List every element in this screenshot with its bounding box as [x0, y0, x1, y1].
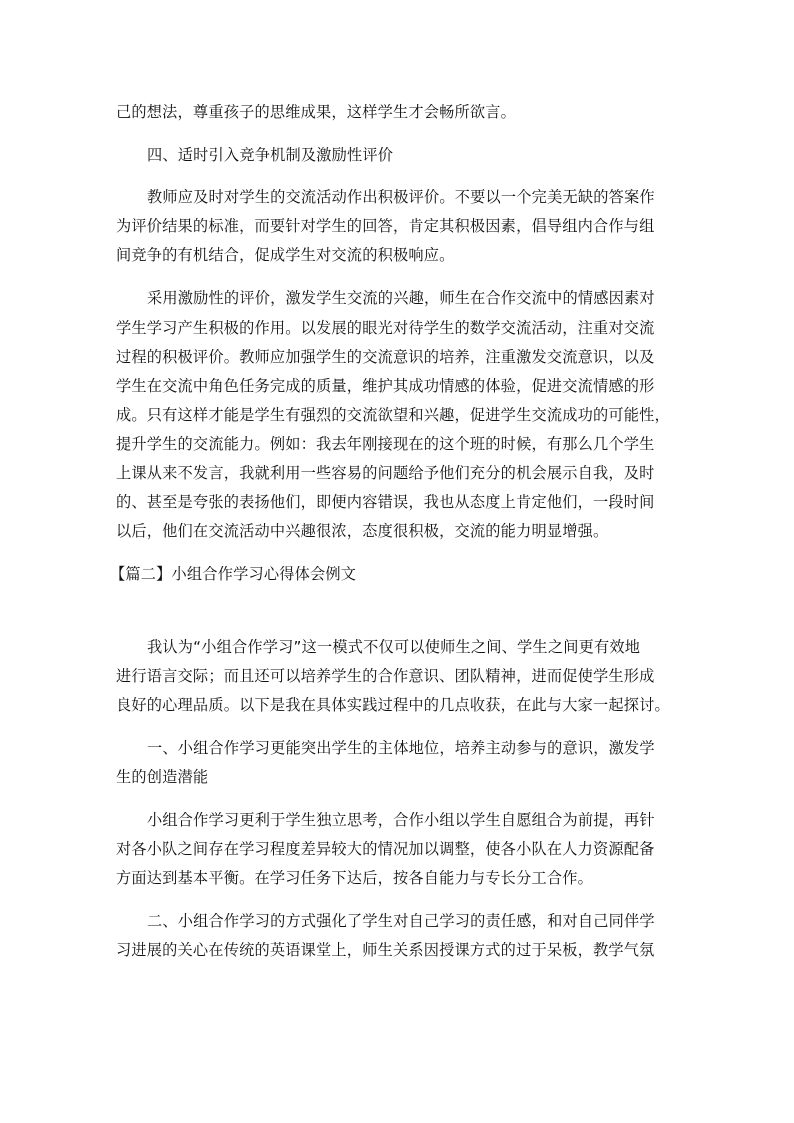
paragraph-line: 良好的心理品质。以下是我在具体实践过程中的几点收获，在此与大家一起探讨。	[116, 696, 670, 714]
paragraph-line: 成。只有这样才能是学生有强烈的交流欲望和兴趣，促进学生交流成功的可能性，	[116, 406, 670, 424]
paragraph-line: 习进展的关心在传统的英语课堂上，师生关系因授课方式的过于呆板，教学气氛	[116, 941, 655, 959]
paragraph-line: 教师应及时对学生的交流活动作出积极评价。不要以一个完美无缺的答案作	[147, 188, 655, 206]
paragraph-line: 上课从来不发言，我就利用一些容易的问题给予他们充分的机会展示自我，及时	[116, 464, 655, 482]
paragraph-line: 为评价结果的标准，而要针对学生的回答，肯定其积极因素，倡导组内合作与组	[116, 217, 655, 235]
paragraph-line: 以后，他们在交流活动中兴趣很浓，态度很积极，交流的能力明显增强。	[116, 522, 609, 540]
paragraph-line: 学生学习产生积极的作用。以发展的眼光对待学生的数学交流活动，注重对交流	[116, 319, 655, 337]
paragraph-line: 进行语言交际；而且还可以培养学生的合作意识、团队精神，进而促使学生形成	[116, 667, 655, 685]
paragraph-line: 对各小队之间存在学习程度差异较大的情况加以调整，使各小队在人力资源配备	[116, 840, 655, 858]
paragraph-line: 间竞争的有机结合，促成学生对交流的积极响应。	[116, 246, 455, 264]
paragraph-line: 提升学生的交流能力。例如：我去年刚接现在的这个班的时候，有那么几个学生	[116, 435, 655, 453]
section-heading: 生的创造潜能	[116, 768, 209, 786]
section-heading: 一、小组合作学习更能突出学生的主体地位，培养主动参与的意识，激发学	[147, 739, 655, 757]
paragraph-line: 学生在交流中角色任务完成的质量，维护其成功情感的体验，促进交流情感的形	[116, 377, 655, 395]
paragraph-line: 的、甚至是夸张的表扬他们，即便内容错误，我也从态度上肯定他们，一段时间	[116, 493, 655, 511]
paragraph-line: 小组合作学习更利于学生独立思考，合作小组以学生自愿组合为前提，再针	[147, 811, 655, 829]
paragraph-line: 采用激励性的评价，激发学生交流的兴趣，师生在合作交流中的情感因素对	[147, 289, 655, 307]
article-title: 【篇二】小组合作学习心得体会例文	[110, 565, 357, 583]
paragraph-line: 己的想法，尊重孩子的思维成果，这样学生才会畅所欲言。	[116, 103, 517, 121]
paragraph-line: 方面达到基本平衡。在学习任务下达后，按各自能力与专长分工合作。	[116, 869, 594, 887]
paragraph-line: 过程的积极评价。教师应加强学生的交流意识的培养，注重激发交流意识，以及	[116, 348, 655, 366]
paragraph-line: 我认为“小组合作学习”这一模式不仅可以使师生之间、学生之间更有效地	[147, 638, 641, 656]
section-heading: 二、小组合作学习的方式强化了学生对自己学习的责任感，和对自己同伴学	[147, 912, 655, 930]
section-heading: 四、适时引入竞争机制及激励性评价	[147, 146, 394, 164]
